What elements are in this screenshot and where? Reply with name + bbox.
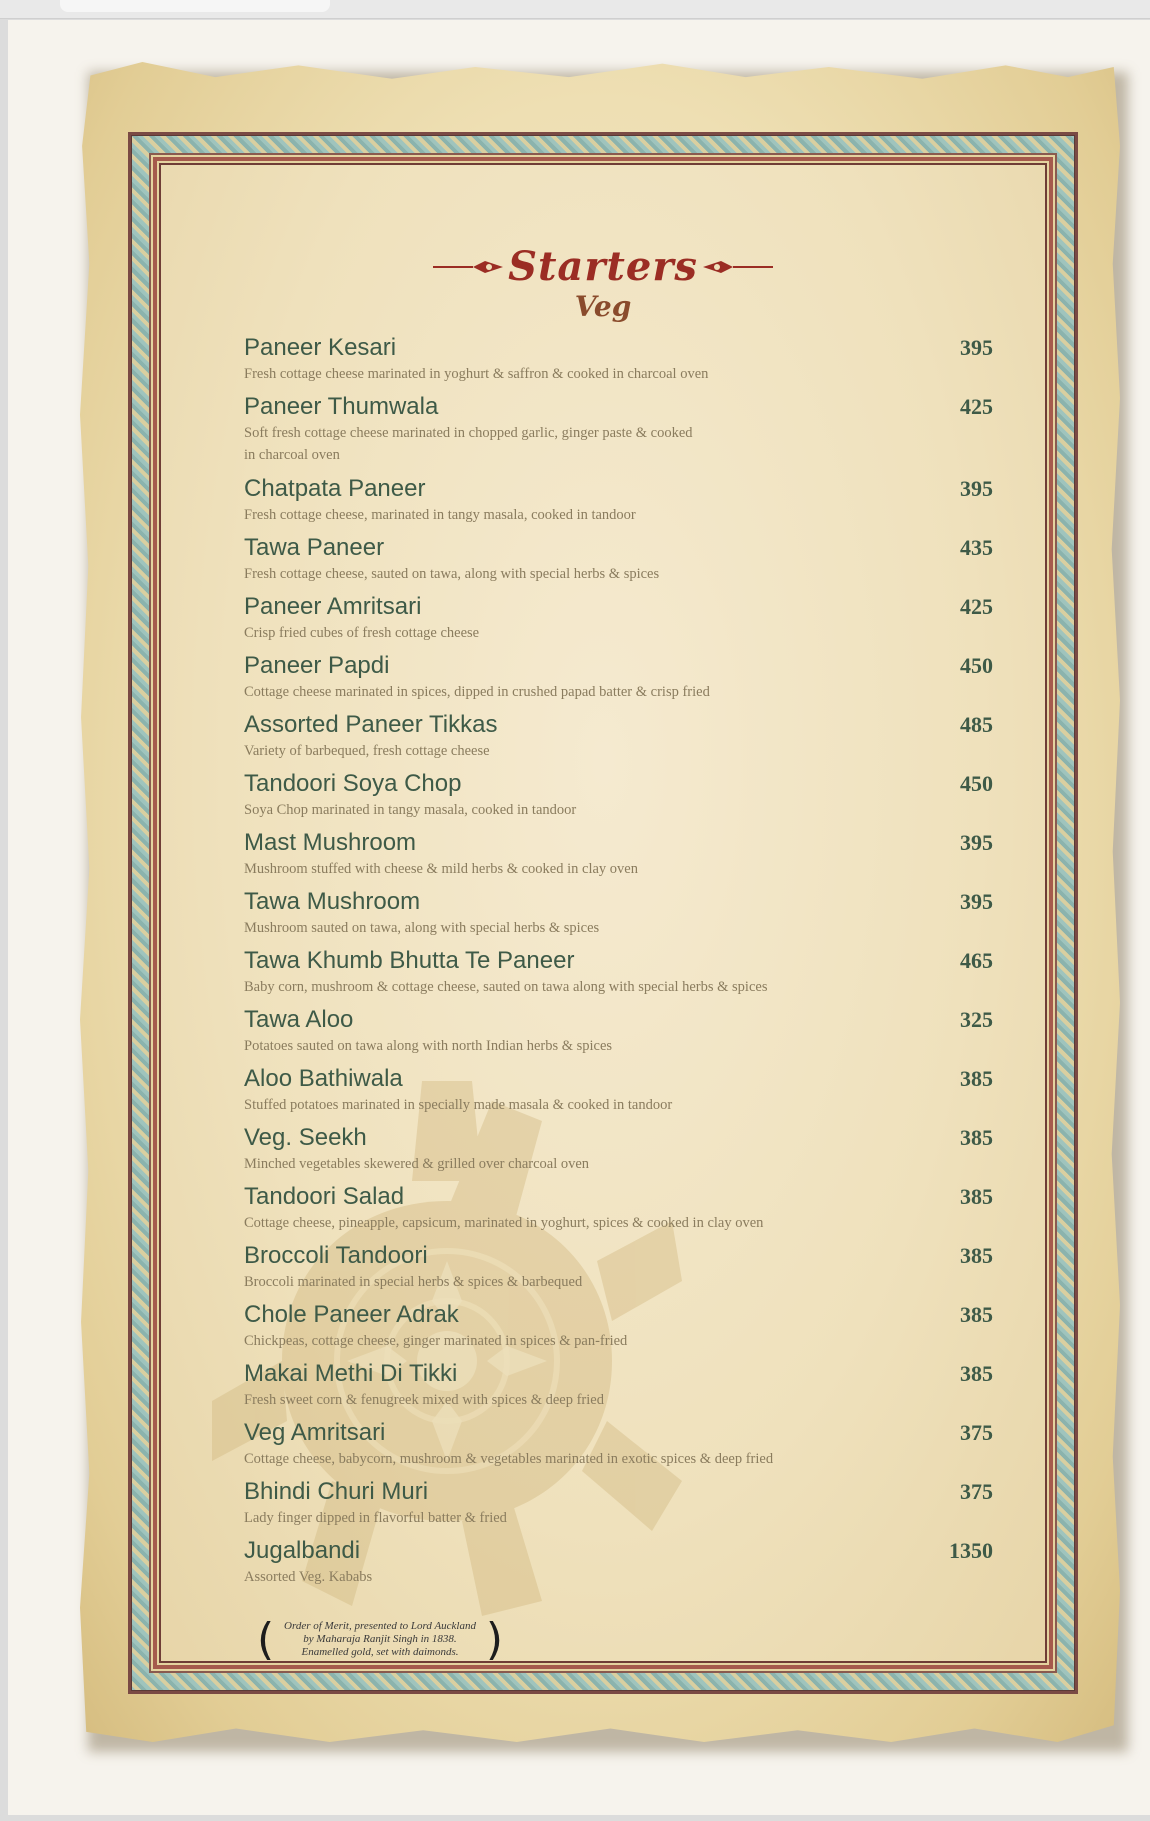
item-name: Veg. Seekh	[244, 1124, 367, 1151]
item-price: 1350	[949, 1538, 993, 1563]
item-price: 385	[960, 1066, 993, 1091]
item-name: Paneer Thumwala	[244, 393, 439, 420]
menu-item	[244, 1359, 993, 1418]
menu-item	[244, 533, 993, 592]
item-name: Paneer Kesari	[244, 334, 397, 361]
item-price: 395	[960, 476, 993, 501]
item-name: Paneer Papdi	[244, 652, 390, 679]
item-price: 395	[960, 889, 993, 914]
item-price: 385	[960, 1302, 993, 1327]
item-price: 425	[960, 394, 993, 419]
item-name: Tandoori Soya Chop	[244, 770, 462, 797]
item-description: Broccoli marinated in special herbs & spices & barbequed	[244, 1274, 583, 1290]
item-price: 375	[960, 1420, 993, 1445]
menu-item	[244, 1005, 993, 1064]
item-name: Makai Methi Di Tikki	[244, 1360, 458, 1387]
menu-item	[244, 1418, 993, 1477]
item-name: Aloo Bathiwala	[244, 1065, 403, 1092]
item-price: 325	[960, 1007, 993, 1032]
item-price: 385	[960, 1361, 993, 1386]
medal-caption	[257, 1614, 503, 1672]
menu-item	[244, 887, 993, 946]
ornament-left-icon	[433, 260, 503, 274]
item-description: Chickpeas, cottage cheese, ginger marinated in spices & pan-fried	[244, 1333, 628, 1349]
item-price: 395	[960, 335, 993, 360]
item-name: Chatpata Paneer	[244, 475, 426, 502]
item-name: Bhindi Churi Muri	[244, 1478, 429, 1505]
item-description: Soya Chop marinated in tangy masala, cooked in tandoor	[244, 802, 577, 818]
item-name: Paneer Amritsari	[244, 593, 422, 620]
item-price: 485	[960, 712, 993, 737]
item-description: Fresh cottage cheese, sauted on tawa, along with special herbs & spices	[244, 566, 660, 582]
item-price: 375	[960, 1479, 993, 1504]
menu-item	[244, 651, 993, 710]
menu-item	[244, 1123, 993, 1182]
item-description: Mushroom sauted on tawa, along with special herbs & spices	[244, 920, 600, 936]
menu-item	[244, 333, 993, 392]
item-description: Fresh cottage cheese, marinated in tangy masala, cooked in tandoor	[244, 507, 636, 523]
section-title: Starters	[508, 243, 698, 290]
item-description: Minched vegetables skewered & grilled over charcoal oven	[244, 1156, 590, 1172]
caption-line: Enamelled gold, set with daimonds.	[301, 1646, 459, 1658]
item-description: Cottage cheese, babycorn, mushroom & vegetables marinated in exotic spices & deep fried	[244, 1451, 774, 1467]
item-description: Cottage cheese marinated in spices, dipped in crushed papad batter & crisp fried	[244, 684, 710, 700]
section-subtitle: Veg	[574, 290, 632, 323]
item-price: 385	[960, 1243, 993, 1268]
caption-left-bracket: (	[257, 1614, 275, 1665]
menu-item	[244, 592, 993, 651]
item-description: Crisp fried cubes of fresh cottage cheese	[244, 625, 480, 641]
item-price: 385	[960, 1125, 993, 1150]
item-name: Jugalbandi	[244, 1537, 361, 1564]
item-description: Cottage cheese, pineapple, capsicum, marinated in yoghurt, spices & cooked in clay oven	[244, 1215, 764, 1231]
item-name: Veg Amritsari	[244, 1419, 386, 1446]
menu-item	[244, 769, 993, 828]
menu-item	[244, 946, 993, 1005]
menu-item	[244, 710, 993, 769]
item-name: Tawa Mushroom	[244, 888, 421, 915]
item-price: 395	[960, 830, 993, 855]
menu-panel	[153, 157, 1053, 1669]
item-name: Tawa Aloo	[244, 1006, 354, 1033]
menu-item	[244, 1182, 993, 1241]
menu-item	[244, 1064, 993, 1123]
menu-item	[244, 828, 993, 887]
item-name: Broccoli Tandoori	[244, 1242, 428, 1269]
item-description: Soft fresh cottage cheese marinated in chopped garlic, ginger paste & cooked in charcoal oven	[244, 425, 693, 463]
item-description: Stuffed potatoes marinated in specially made masala & cooked in tandoor	[244, 1097, 673, 1113]
item-description: Lady finger dipped in flavorful batter & fried	[244, 1510, 507, 1526]
item-name: Mast Mushroom	[244, 829, 417, 856]
item-name: Tawa Khumb Bhutta Te Paneer	[244, 947, 575, 974]
menu-item	[244, 1241, 993, 1300]
menu-header	[157, 243, 1049, 323]
browser-tab[interactable]	[60, 0, 330, 12]
item-name: Assorted Paneer Tikkas	[244, 711, 498, 738]
item-price: 425	[960, 594, 993, 619]
item-name: Tawa Paneer	[244, 534, 385, 561]
item-name: Chole Paneer Adrak	[244, 1301, 459, 1328]
menu-item-list	[244, 333, 993, 1595]
item-price: 450	[960, 653, 993, 678]
menu-item	[244, 1536, 993, 1595]
item-description: Mushroom stuffed with cheese & mild herbs & cooked in clay oven	[244, 861, 638, 877]
menu-item	[244, 474, 993, 533]
item-description: Potatoes sauted on tawa along with north Indian herbs & spices	[244, 1038, 613, 1054]
item-price: 465	[960, 948, 993, 973]
menu-item	[244, 1300, 993, 1359]
item-description: Fresh sweet corn & fenugreek mixed with spices & deep fried	[244, 1392, 604, 1408]
item-description: Fresh cottage cheese marinated in yoghurt & saffron & cooked in charcoal oven	[244, 366, 709, 382]
item-price: 385	[960, 1184, 993, 1209]
ornament-right-icon	[703, 260, 773, 274]
browser-top-bar	[0, 0, 1150, 19]
item-description: Variety of barbequed, fresh cottage cheese	[244, 743, 490, 759]
menu-item	[244, 1477, 993, 1536]
caption-line: Order of Merit, presented to Lord Auckland	[284, 1620, 476, 1632]
caption-line: by Maharaja Ranjit Singh in 1838.	[303, 1633, 457, 1645]
caption-right-bracket: )	[485, 1614, 503, 1665]
menu-border-frame	[128, 132, 1078, 1694]
menu-item	[244, 392, 993, 474]
item-description: Assorted Veg. Kababs	[244, 1569, 373, 1585]
item-price: 435	[960, 535, 993, 560]
item-name: Tandoori Salad	[244, 1183, 405, 1210]
item-description: Baby corn, mushroom & cottage cheese, sauted on tawa along with special herbs & spices	[244, 979, 768, 995]
item-price: 450	[960, 771, 993, 796]
